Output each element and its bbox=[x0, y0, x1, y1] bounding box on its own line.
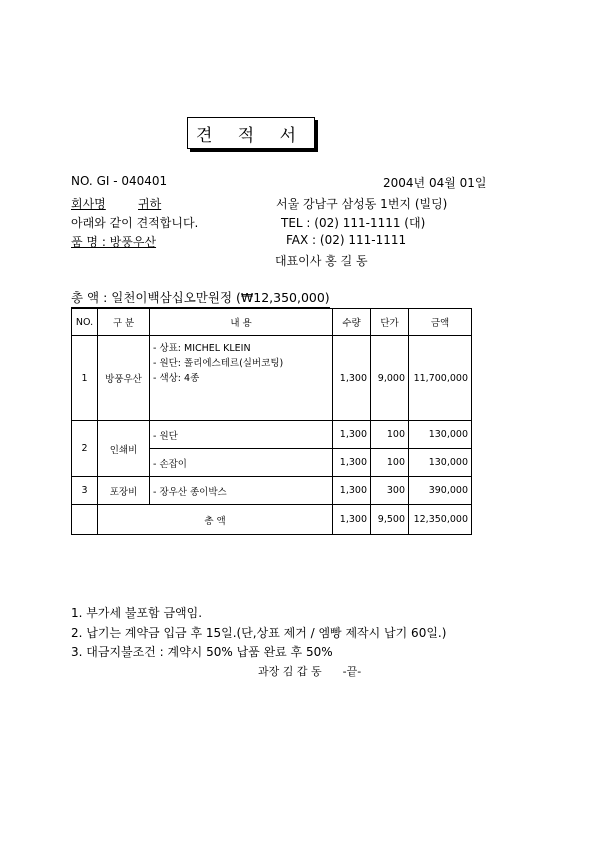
table-header-row bbox=[72, 309, 472, 336]
header-quantity: 수량 bbox=[333, 309, 371, 336]
row-description: - 손잡이 bbox=[150, 449, 333, 477]
header-description: 내 용 bbox=[150, 309, 333, 336]
note-item: 2. 납기는 계약금 입금 후 15일.(단,상표 제거 / 엠빵 제작시 납기 60일.) bbox=[71, 626, 447, 640]
quote-table bbox=[71, 308, 472, 535]
desc-item: - 원단: 폴리에스테르(실버코팅) bbox=[153, 358, 284, 369]
desc-item: - 색상: 4종 bbox=[153, 373, 200, 384]
row-unit-price: 300 bbox=[371, 477, 409, 505]
row-amount: 130,000 bbox=[409, 421, 472, 449]
row-description: - 원단 bbox=[150, 421, 333, 449]
total-row-no bbox=[72, 505, 98, 535]
row-amount: 130,000 bbox=[409, 449, 472, 477]
row-description bbox=[150, 336, 333, 421]
table-total-row bbox=[72, 505, 472, 535]
company-name-label: 회사명 bbox=[71, 197, 106, 211]
row-quantity: 1,300 bbox=[333, 336, 371, 421]
intro-text: 아래와 같이 견적합니다. bbox=[71, 216, 199, 230]
desc-item: - 상표: MICHEL KLEIN bbox=[153, 343, 251, 354]
total-amount-line: 총 액 : 일천이백삼십오만원정 (₩12,350,000) bbox=[71, 288, 330, 308]
header-amount: 금액 bbox=[409, 309, 472, 336]
row-unit-price: 100 bbox=[371, 449, 409, 477]
row-unit-price: 100 bbox=[371, 421, 409, 449]
header-category: 구 분 bbox=[98, 309, 150, 336]
row-unit-price: 9,000 bbox=[371, 336, 409, 421]
supplier-tel: TEL : (02) 111-1111 (대) bbox=[281, 216, 426, 230]
supplier-ceo: 대표이사 홍 길 동 bbox=[275, 254, 368, 268]
table-row bbox=[72, 477, 472, 505]
note-item: 3. 대금지불조건 : 계약시 50% 납품 완료 후 50% bbox=[71, 645, 333, 659]
table-row bbox=[72, 421, 472, 449]
total-quantity: 1,300 bbox=[333, 505, 371, 535]
document-number: NO. GI - 040401 bbox=[71, 174, 168, 188]
honorific: 귀하 bbox=[138, 197, 162, 211]
row-amount: 11,700,000 bbox=[409, 336, 472, 421]
row-description: - 장우산 종이박스 bbox=[150, 477, 333, 505]
total-label: 총 액 bbox=[98, 505, 333, 535]
note-item: 1. 부가세 불포함 금액임. bbox=[71, 606, 203, 620]
row-category: 포장비 bbox=[98, 477, 150, 505]
total-amount: 12,350,000 bbox=[409, 505, 472, 535]
row-amount: 390,000 bbox=[409, 477, 472, 505]
row-quantity: 1,300 bbox=[333, 449, 371, 477]
supplier-fax: FAX : (02) 111-1111 bbox=[286, 233, 407, 247]
total-unit-price: 9,500 bbox=[371, 505, 409, 535]
row-quantity: 1,300 bbox=[333, 421, 371, 449]
row-no: 2 bbox=[72, 421, 98, 477]
row-category: 인쇄비 bbox=[98, 421, 150, 477]
supplier-address: 서울 강남구 삼성동 1번지 (빌딩) bbox=[276, 197, 448, 211]
signoff: 과장 김 갑 동 -끝- bbox=[258, 665, 362, 678]
header-unit-price: 단가 bbox=[371, 309, 409, 336]
header-no: NO. bbox=[72, 309, 98, 336]
row-quantity: 1,300 bbox=[333, 477, 371, 505]
row-no: 1 bbox=[72, 336, 98, 421]
product-name: 품 명 : 방풍우산 bbox=[71, 235, 157, 249]
document-title: 견 적 서 bbox=[187, 117, 315, 149]
row-no: 3 bbox=[72, 477, 98, 505]
document-date: 2004년 04월 01일 bbox=[383, 176, 487, 190]
table-row bbox=[72, 336, 472, 421]
row-category: 방풍우산 bbox=[98, 336, 150, 421]
